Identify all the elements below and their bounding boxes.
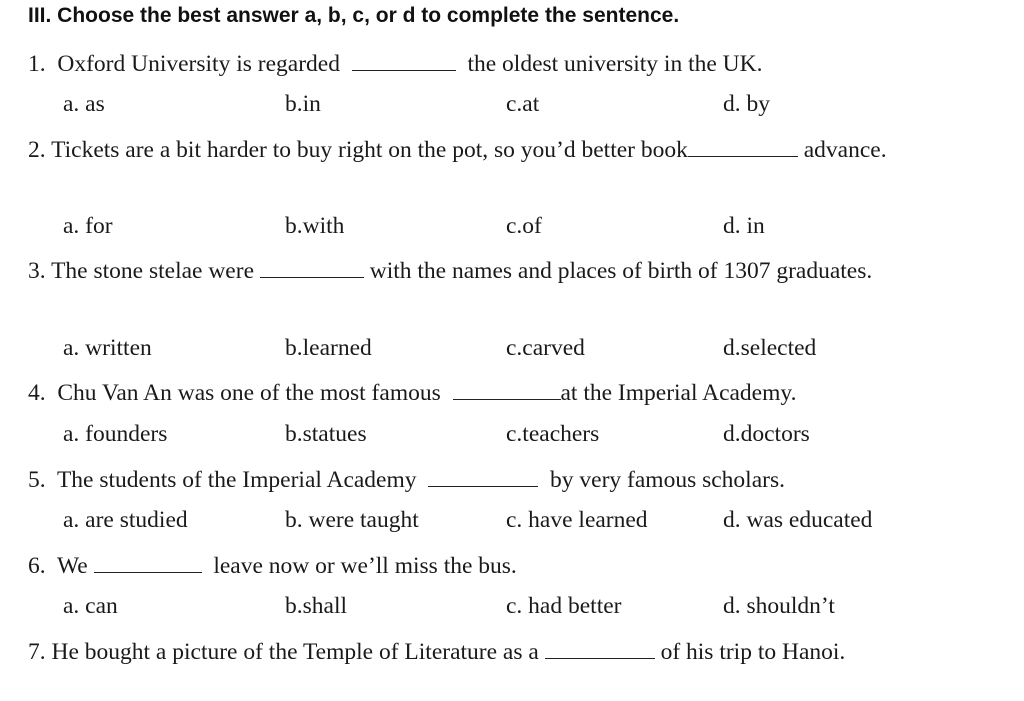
- option-c[interactable]: c. had better: [506, 593, 622, 619]
- question-number: 5.: [28, 467, 46, 493]
- option-d[interactable]: d. was educated: [723, 507, 873, 533]
- question-2: [28, 133, 982, 168]
- question-text-before: The stone stelae were: [51, 258, 254, 284]
- question-5: [28, 463, 982, 498]
- question-text-after: by very famous scholars.: [550, 467, 785, 493]
- option-b[interactable]: b.in: [285, 91, 321, 117]
- option-b[interactable]: b.learned: [285, 335, 372, 361]
- question-number: 6.: [28, 553, 46, 579]
- answer-blank: [688, 138, 798, 157]
- question-number: 2.: [28, 137, 46, 163]
- options-row-3: [0, 335, 1024, 365]
- answer-blank: [453, 381, 561, 400]
- question-3: [28, 254, 982, 289]
- question-text-before: Chu Van An was one of the most famous: [57, 380, 441, 406]
- question-number: 3.: [28, 258, 46, 284]
- options-row-5: [0, 507, 1024, 537]
- question-text-after: advance.: [803, 137, 887, 163]
- options-row-2: [0, 213, 1024, 243]
- option-d[interactable]: d.doctors: [723, 421, 810, 447]
- option-b[interactable]: b.with: [285, 213, 345, 239]
- question-text-after: of his trip to Hanoi.: [660, 639, 846, 665]
- question-text-after: the oldest university in the UK.: [467, 51, 763, 77]
- question-text-after: at the Imperial Academy.: [560, 380, 797, 406]
- question-6: [28, 549, 982, 584]
- option-b[interactable]: b.shall: [285, 593, 348, 619]
- option-c[interactable]: c.of: [506, 213, 542, 239]
- question-text-before: Oxford University is regarded: [57, 51, 340, 77]
- answer-blank: [352, 52, 456, 71]
- answer-blank: [545, 640, 655, 659]
- options-row-4: [0, 421, 1024, 451]
- options-row-6: [0, 593, 1024, 623]
- option-d[interactable]: d. in: [723, 213, 765, 239]
- question-4: [28, 376, 982, 411]
- question-text-after: leave now or we’ll miss the bus.: [213, 553, 517, 579]
- exercise-heading: III. Choose the best answer a, b, c, or d to complete the sentence.: [28, 4, 680, 27]
- question-number: 4.: [28, 380, 46, 406]
- option-c[interactable]: c.at: [506, 91, 540, 117]
- option-d[interactable]: d. by: [723, 91, 770, 117]
- option-a[interactable]: a. written: [63, 335, 152, 361]
- option-c[interactable]: c. have learned: [506, 507, 648, 533]
- question-text-before: We: [56, 553, 88, 579]
- answer-blank: [94, 554, 202, 573]
- option-d[interactable]: d.selected: [723, 335, 817, 361]
- question-1: [28, 47, 982, 82]
- question-7: [28, 635, 982, 670]
- option-a[interactable]: a. as: [63, 91, 105, 117]
- option-a[interactable]: a. for: [63, 213, 113, 239]
- options-row-1: [0, 91, 1024, 121]
- answer-blank: [260, 259, 364, 278]
- option-b[interactable]: b.statues: [285, 421, 367, 447]
- option-d[interactable]: d. shouldn’t: [723, 593, 835, 619]
- option-a[interactable]: a. can: [63, 593, 118, 619]
- option-a[interactable]: a. are studied: [63, 507, 188, 533]
- question-text-before: Tickets are a bit harder to buy right on the pot, so you’d better book: [51, 137, 688, 163]
- option-c[interactable]: c.teachers: [506, 421, 600, 447]
- option-c[interactable]: c.carved: [506, 335, 585, 361]
- question-text-before: He bought a picture of the Temple of Literature as a: [51, 639, 539, 665]
- option-b[interactable]: b. were taught: [285, 507, 419, 533]
- question-number: 7.: [28, 639, 46, 665]
- option-a[interactable]: a. founders: [63, 421, 168, 447]
- answer-blank: [428, 468, 538, 487]
- question-text-after: with the names and places of birth of 1307 graduates.: [369, 258, 873, 284]
- question-number: 1.: [28, 51, 46, 77]
- question-text-before: The students of the Imperial Academy: [56, 467, 417, 493]
